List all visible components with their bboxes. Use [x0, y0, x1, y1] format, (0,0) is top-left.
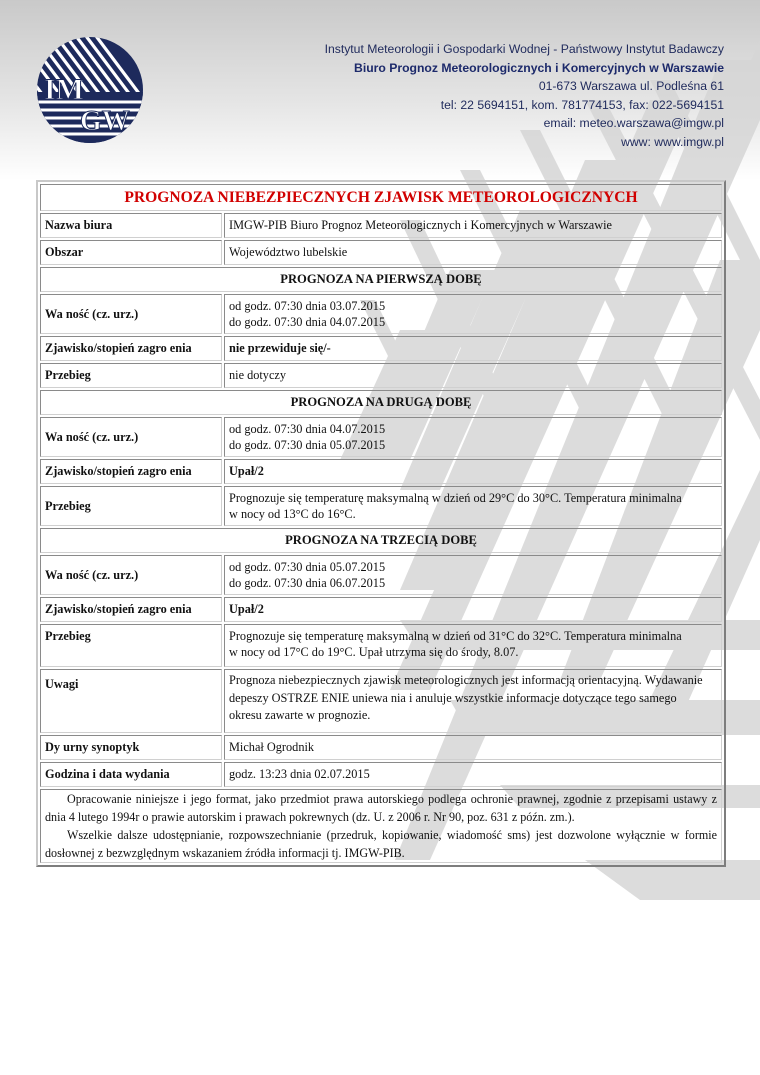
email-link[interactable]: email: meteo.warszawa@imgw.pl: [543, 116, 724, 131]
table-row-day1-phenomenon: [40, 336, 722, 361]
day1-validity-from: od godz. 07:30 dnia 03.07.2015: [229, 299, 386, 313]
day3-heading: PROGNOZA NA TRZECIĄ DOBĘ: [40, 528, 722, 553]
day3-course-value: [224, 624, 722, 667]
day1-validity-value: [224, 294, 722, 334]
copyright-notice: [40, 789, 722, 863]
day3-course-line1: Prognozuje się temperaturę maksymalną w dzień od 31°C do 32°C. Temperatura minimalna: [229, 629, 682, 643]
issued-value: godz. 13:23 dnia 02.07.2015: [224, 762, 722, 787]
remarks-label: Uwagi: [40, 669, 222, 733]
remarks-line3: okresu zawarte w prognozie.: [229, 708, 371, 722]
table-row-remarks: [40, 669, 722, 733]
day2-validity-label: Wa ność (cz. urz.): [40, 417, 222, 457]
table-row-office: [40, 213, 722, 238]
day1-course-value: nie dotyczy: [224, 363, 722, 388]
table-row-issued: [40, 762, 722, 787]
day1-course-label: Przebieg: [40, 363, 222, 388]
area-label: Obszar: [40, 240, 222, 265]
day3-validity-label: Wa ność (cz. urz.): [40, 555, 222, 595]
day1-phenomenon-value: nie przewiduje się/-: [224, 336, 722, 361]
table-row-day3-course: [40, 624, 722, 667]
day2-course-label: Przebieg: [40, 486, 222, 526]
day1-phenomenon-label: Zjawisko/stopień zagro enia: [40, 336, 222, 361]
document-title: PROGNOZA NIEBEZPIECZNYCH ZJAWISK METEOROLOGICZNYCH: [40, 184, 722, 211]
day2-course-value: [224, 486, 722, 526]
day2-course-line2: w nocy od 13°C do 16°C.: [229, 507, 356, 521]
area-value: Województwo lubelskie: [224, 240, 722, 265]
forecaster-value: Michał Ogrodnik: [224, 735, 722, 760]
office-label: Nazwa biura: [40, 213, 222, 238]
table-row-day2-phenomenon: [40, 459, 722, 484]
address: 01-673 Warszawa ul. Podleśna 61: [538, 79, 724, 94]
table-row-forecaster: [40, 735, 722, 760]
table-row-area: [40, 240, 722, 265]
office-name: Biuro Prognoz Meteorologicznych i Komercyjnych w Warszawie: [354, 60, 724, 75]
day2-validity-to: do godz. 07:30 dnia 05.07.2015: [229, 438, 386, 452]
issued-label: Godzina i data wydania: [40, 762, 222, 787]
phone-fax: tel: 22 5694151, kom. 781774153, fax: 022-5694151: [440, 97, 724, 112]
table-row-day1-course: [40, 363, 722, 388]
day3-validity-from: od godz. 07:30 dnia 05.07.2015: [229, 560, 386, 574]
remarks-value: [224, 669, 722, 733]
day1-heading: PROGNOZA NA PIERWSZĄ DOBĘ: [40, 267, 722, 292]
distribution-paragraph: Wszelkie dalsze udostępnianie, rozpowszechnianie (przedruk, kopiowanie, wiadomość sms) jest dozwolone wyłącznie w formie dosłownej z bezwzględnym wskazaniem źródła informacji tj. IMGW-PIB.: [45, 828, 717, 860]
remarks-line2: depeszy OSTRZE ENIE uniewa nia i anuluje wszystkie informacje dotyczące tego samego: [229, 690, 677, 705]
day1-validity-label: Wa ność (cz. urz.): [40, 294, 222, 334]
day2-phenomenon-value: Upał/2: [224, 459, 722, 484]
day3-course-label: Przebieg: [40, 624, 222, 667]
table-row-day2-validity: [40, 417, 722, 457]
table-row-day1-validity: [40, 294, 722, 334]
day3-course-line2: w nocy od 17°C do 19°C. Upał utrzyma się do środy, 8.07.: [229, 645, 519, 659]
day1-validity-to: do godz. 07:30 dnia 04.07.2015: [229, 315, 386, 329]
remarks-line1: Prognoza niebezpiecznych zjawisk meteorologicznych jest informacją orientacyjną. Wydawanie: [229, 673, 703, 687]
svg-text:IM: IM: [44, 73, 84, 106]
website-link[interactable]: www: www.imgw.pl: [621, 134, 724, 149]
table-row-day3-phenomenon: [40, 597, 722, 622]
day2-validity-from: od godz. 07:30 dnia 04.07.2015: [229, 422, 386, 436]
day3-phenomenon-label: Zjawisko/stopień zagro enia: [40, 597, 222, 622]
day3-phenomenon-value: Upał/2: [224, 597, 722, 622]
warning-forecast-table: [36, 180, 726, 867]
day2-phenomenon-label: Zjawisko/stopień zagro enia: [40, 459, 222, 484]
office-value: IMGW-PIB Biuro Prognoz Meteorologicznych i Komercyjnych w Warszawie: [224, 213, 722, 238]
day2-validity-value: [224, 417, 722, 457]
day2-course-line1: Prognozuje się temperaturę maksymalną w dzień od 29°C do 30°C. Temperatura minimalna: [229, 491, 682, 505]
svg-text:GW: GW: [80, 106, 130, 137]
copyright-paragraph: Opracowanie niniejsze i jego format, jako przedmiot prawa autorskiego podlega ochronie prawnej, zgodnie z przepisami ustawy z dnia 4 lutego 1994r o prawie autorskim i prawach pokrewnych (dz. U. z 2006 r. Nr 90, poz. 631 z późn. zm.).: [45, 792, 717, 824]
table-row-day2-course: [40, 486, 722, 526]
table-row-day3-validity: [40, 555, 722, 595]
day3-validity-value: [224, 555, 722, 595]
organization-contact-block: [325, 40, 724, 152]
day2-heading: PROGNOZA NA DRUGĄ DOBĘ: [40, 390, 722, 415]
imgw-logo-icon: [36, 36, 144, 144]
forecaster-label: Dy urny synoptyk: [40, 735, 222, 760]
institute-name: Instytut Meteorologii i Gospodarki Wodnej - Państwowy Instytut Badawczy: [324, 42, 724, 56]
day3-validity-to: do godz. 07:30 dnia 06.07.2015: [229, 576, 386, 590]
